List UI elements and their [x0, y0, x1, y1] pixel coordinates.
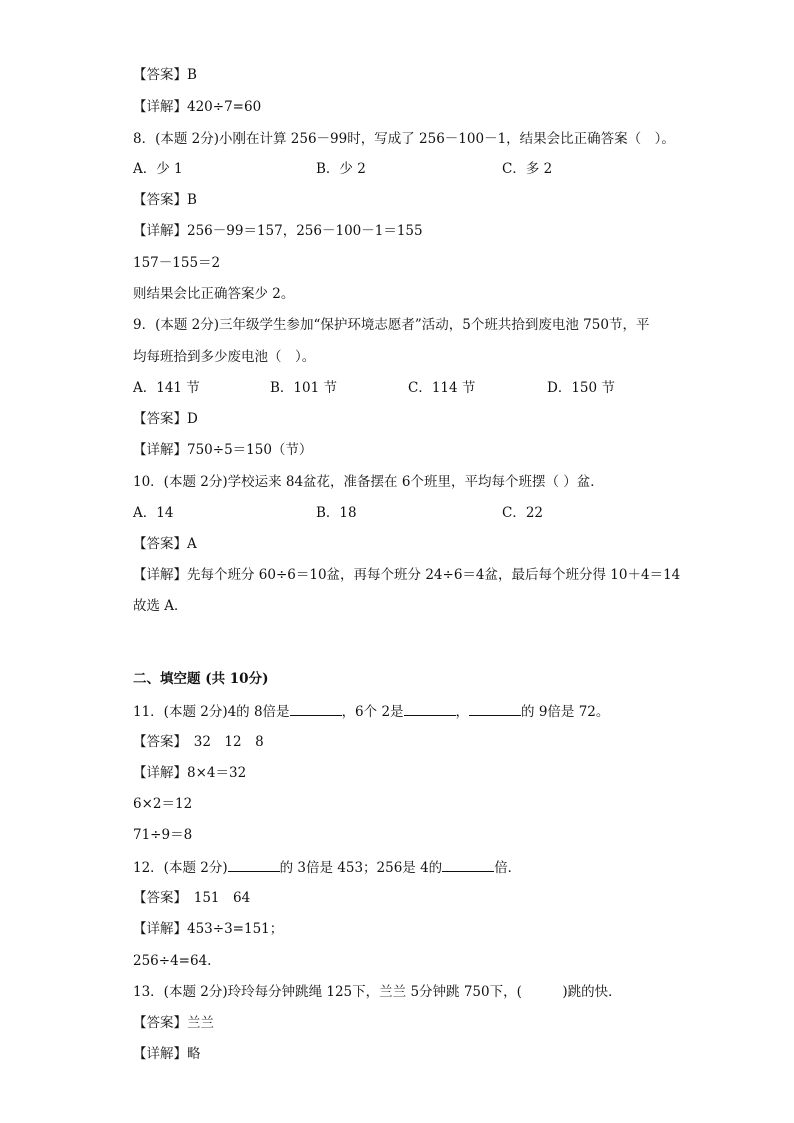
q8-answer: 【答案】B: [133, 192, 197, 208]
q8-option-b: B．少 2: [316, 161, 366, 177]
q11-stem: [133, 702, 609, 721]
q9-option-a: A．141 节: [133, 380, 200, 396]
q9-option-b: B．101 节: [270, 380, 337, 396]
q10-detail-1: 【详解】先每个班分 60÷6＝10盆，再每个班分 24÷6＝4盆，最后每个班分得 10＋4＝14: [133, 567, 681, 583]
q12-detail-2: 256÷4=64.: [133, 953, 212, 969]
q9-option-c: C．114 节: [408, 380, 476, 396]
q11-blank-2[interactable]: [404, 702, 456, 716]
q12-blank-2[interactable]: [442, 858, 494, 872]
q11-stem-part1: 11．(本题 2分)4的 8倍是: [133, 704, 290, 720]
q12-stem-part1: 12．(本题 2分): [133, 860, 228, 876]
q10-option-b: B．18: [316, 505, 357, 521]
q8-stem: 8．(本题 2分)小刚在计算 256－99时，写成了 256－100－1，结果会比正确答案（ ）。: [133, 131, 675, 147]
q12-blank-1[interactable]: [228, 858, 280, 872]
q13-detail: 【详解】略: [133, 1046, 201, 1062]
q12-stem-part2: 的 3倍是 453；256是 4的: [279, 860, 443, 876]
q13-answer: 【答案】兰兰: [133, 1015, 214, 1031]
q8-option-c: C．多 2: [502, 161, 553, 177]
q9-answer: 【答案】D: [133, 411, 198, 427]
q11-stem-part3: ，: [455, 704, 470, 720]
q11-blank-3[interactable]: [469, 702, 521, 716]
q8-option-a: A．少 1: [133, 161, 183, 177]
q10-option-c: C．22: [502, 505, 544, 521]
q12-answer: 【答案】 151 64: [133, 890, 251, 906]
q11-detail-2: 6×2＝12: [133, 796, 193, 812]
q10-answer: 【答案】A: [133, 536, 197, 552]
q8-detail-2: 157－155＝2: [133, 255, 221, 271]
q8-detail-1: 【详解】256－99＝157，256－100－1＝155: [133, 223, 423, 239]
q9-stem-line2: 均每班拾到多少废电池（ ）。: [133, 349, 316, 365]
q9-stem-line1: 9．(本题 2分)三年级学生参加“保护环境志愿者”活动，5个班共拾到废电池 750节，平: [133, 317, 650, 333]
q8-detail-3: 则结果会比正确答案少 2。: [133, 286, 295, 302]
section-title: 二、填空题 (共 10分): [133, 671, 269, 687]
q12-stem: [133, 858, 521, 877]
q10-detail-2: 故选 A．: [133, 598, 188, 614]
q11-stem-part2: ，6个 2是: [341, 704, 404, 720]
q9-option-d: D．150 节: [547, 380, 615, 396]
q11-detail-3: 71÷9＝8: [133, 827, 193, 843]
q11-stem-part4: 的 9倍是 72。: [521, 704, 610, 720]
q7-answer: 【答案】B: [133, 67, 197, 83]
q10-stem: 10．(本题 2分)学校运来 84盆花，准备摆在 6个班里，平均每个班摆（ ）盆．: [133, 474, 604, 490]
q11-detail-1: 【详解】8×4＝32: [133, 765, 247, 781]
q7-detail: 【详解】420÷7=60: [133, 99, 262, 115]
q11-answer: 【答案】 32 12 8: [133, 734, 264, 750]
q13-stem: 13．(本题 2分)玲玲每分钟跳绳 125下，兰兰 5分钟跳 750下，( )跳的快．: [133, 984, 622, 1000]
q9-detail: 【详解】750÷5＝150（节）: [133, 442, 313, 458]
q10-option-a: A．14: [133, 505, 174, 521]
q11-blank-1[interactable]: [290, 702, 342, 716]
q12-detail-1: 【详解】453÷3=151；: [133, 921, 284, 937]
q12-stem-part3: 倍．: [494, 860, 522, 876]
